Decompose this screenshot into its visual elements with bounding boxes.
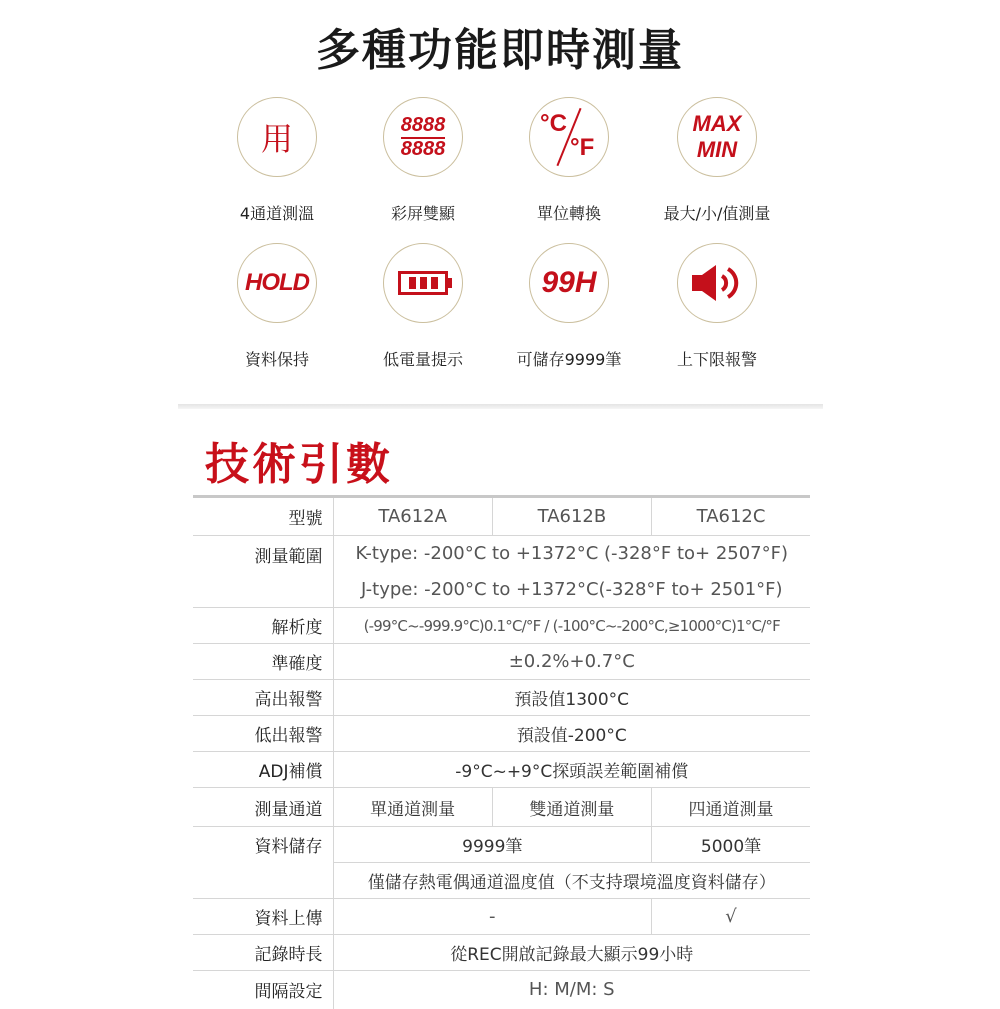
max-min-icon: MAX MIN: [677, 97, 757, 177]
row-label: 測量範圍: [193, 536, 333, 572]
table-row: [193, 935, 810, 971]
row-label: 解析度: [193, 608, 333, 644]
low-alarm-value: 預設值-200°C: [333, 716, 810, 752]
feature-dual-display: [350, 97, 496, 224]
table-row: [193, 863, 810, 899]
spec-table: [193, 495, 810, 1009]
speaker-icon: [677, 243, 757, 323]
duration-value: 從REC開啟記錄最大顯示99小時: [333, 935, 810, 971]
table-row: [193, 827, 810, 863]
table-row: [193, 608, 810, 644]
empty-cell: [193, 572, 333, 608]
row-label: 間隔設定: [193, 971, 333, 1009]
channels-b: 雙通道測量: [492, 788, 651, 827]
storage-note: 僅儲存熱電偶通道溫度值（不支持環境溫度資料儲存）: [333, 863, 810, 899]
high-alarm-value: 預設值1300°C: [333, 680, 810, 716]
feature-label: 單位轉換: [536, 204, 601, 223]
row-label: 高出報警: [193, 680, 333, 716]
table-row: [193, 788, 810, 827]
accuracy-value: ±0.2%+0.7°C: [333, 644, 810, 680]
range-k: K-type: -200°C to +1372°C (-328°F to+ 2507°F): [355, 543, 789, 565]
table-row: [193, 752, 810, 788]
battery-icon: [383, 243, 463, 323]
feature-alarm: [644, 243, 790, 370]
table-row: [193, 497, 810, 536]
table-row: [193, 572, 810, 608]
feature-unit-switch: [496, 97, 642, 224]
resolution-value: (-99°C~-999.9°C)0.1°C/°F / (-100°C~-200°C,≥1000°C)1°C/°F: [333, 608, 810, 644]
feature-label: 可儲存9999筆: [516, 350, 622, 369]
upload-ab: -: [333, 899, 652, 935]
row-label: 型號: [193, 497, 333, 536]
upload-c: √: [652, 899, 810, 935]
table-row: [193, 680, 810, 716]
feature-low-battery: [350, 243, 496, 370]
feature-label: 彩屏雙顯: [390, 204, 455, 223]
feature-storage: [496, 243, 642, 370]
storage-ab: 9999筆: [333, 827, 652, 863]
row-label: 測量通道: [193, 788, 333, 827]
section-divider: [178, 404, 823, 409]
row-label: ADJ補償: [193, 752, 333, 788]
row-label: 記錄時長: [193, 935, 333, 971]
feature-label: 資料保持: [244, 350, 309, 369]
feature-label: 上下限報警: [676, 350, 757, 369]
feature-label: 4通道測溫: [239, 204, 315, 223]
feature-label: 低電量提示: [382, 350, 463, 369]
channels-a: 單通道測量: [333, 788, 492, 827]
channels-c: 四通道測量: [652, 788, 810, 827]
dual-display-icon: 8888 8888: [383, 97, 463, 177]
feature-4-channel: [204, 97, 350, 224]
row-label: 資料儲存: [193, 827, 333, 863]
table-row: [193, 716, 810, 752]
row-label: 低出報警: [193, 716, 333, 752]
interval-value: H: M/M: S: [528, 979, 615, 1001]
range-j: J-type: -200°C to +1372°C(-328°F to+ 2501°F): [333, 572, 810, 608]
empty-cell: [193, 863, 333, 899]
model-a: TA612A: [333, 497, 492, 536]
page-title: 多種功能即時測量: [316, 25, 684, 76]
row-label: 資料上傳: [193, 899, 333, 935]
feature-max-min: [644, 97, 790, 224]
storage-c: 5000筆: [652, 827, 810, 863]
table-row: [193, 536, 810, 572]
model-c: TA612C: [652, 497, 810, 536]
99h-icon: 99H: [529, 243, 609, 323]
adj-value: -9°C~+9°C探頭誤差範圍補償: [333, 752, 810, 788]
feature-hold: [204, 243, 350, 370]
feature-label: 最大/小/值測量: [663, 204, 771, 223]
model-b: TA612B: [492, 497, 651, 536]
table-row: [193, 899, 810, 935]
celsius-fahrenheit-icon: °C °F: [529, 97, 609, 177]
thermometer-icon: 用: [237, 97, 317, 177]
hold-icon: HOLD: [237, 243, 317, 323]
row-label: 準確度: [193, 644, 333, 680]
table-row: [193, 971, 810, 1009]
section-title: 技術引數: [205, 439, 393, 490]
table-row: [193, 644, 810, 680]
